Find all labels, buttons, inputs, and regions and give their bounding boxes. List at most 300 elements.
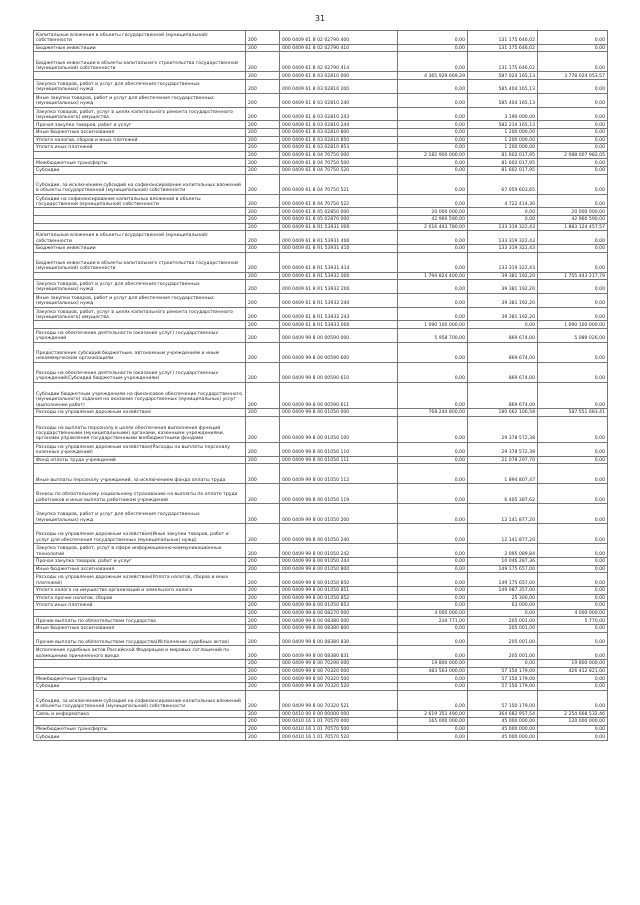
executed-amount-cell: 0,00	[468, 321, 538, 329]
row-code-cell: 200	[246, 710, 280, 718]
table-row	[34, 293, 608, 307]
table-row	[34, 362, 608, 382]
executed-amount-cell: 131 175 646,02	[468, 44, 538, 52]
unexecuted-amount-cell: 0,00	[538, 121, 608, 129]
table-row	[34, 174, 608, 194]
row-code-cell: 200	[246, 632, 280, 646]
row-name-cell: Прочие выплаты по обязательствам государства	[34, 617, 246, 625]
approved-amount-cell: 0,00	[398, 725, 468, 733]
unexecuted-amount-cell: 0,00	[538, 244, 608, 252]
table-row	[34, 79, 608, 93]
budget-classification-code-cell: 000 0409 99 8 00 70320 000	[280, 667, 398, 675]
executed-amount-cell: 6 405 387,62	[468, 484, 538, 504]
unexecuted-amount-cell: 0,00	[538, 504, 608, 524]
row-code-cell: 200	[246, 79, 280, 93]
executed-amount-cell: 4 722 414,30	[468, 194, 538, 208]
row-code-cell: 200	[246, 223, 280, 231]
unexecuted-amount-cell: 0,00	[538, 456, 608, 464]
row-name-cell: Уплата налога на имущество организаций и земельного налога	[34, 587, 246, 595]
budget-classification-code-cell: 000 0409 99 8 00 01050 110	[280, 442, 398, 456]
table-row	[34, 416, 608, 442]
table-row	[34, 215, 608, 223]
unexecuted-amount-cell: 0,00	[538, 464, 608, 484]
row-name-cell: Предоставление субсидий бюджетным, автономным учреждениям и иным некоммерческим организациям	[34, 342, 246, 362]
row-code-cell: 200	[246, 464, 280, 484]
table-row	[34, 690, 608, 710]
approved-amount-cell: 0,00	[398, 79, 468, 93]
budget-classification-code-cell: 000 0409 99 8 00 70320 521	[280, 690, 398, 710]
row-name-cell: Расходы на управление дорожным хозяйством(Иные закупки товаров, работ и услуг для обеспечения государственных (муниципальных) нужд)	[34, 524, 246, 544]
table-row	[34, 609, 608, 617]
executed-amount-cell: 585 404 165,13	[468, 79, 538, 93]
budget-classification-code-cell: 000 0409 99 8 00 01050 242	[280, 544, 398, 558]
budget-classification-code-cell: 000 0409 61 8 03 02810 244	[280, 121, 398, 129]
row-name-cell: Субсидии бюджетным учреждениям на финансовое обеспечение государственного (муниципального) задания на оказание государственных (муниципальных) услуг (выполнение работ)	[34, 382, 246, 408]
table-row	[34, 329, 608, 343]
table-row	[34, 682, 608, 690]
row-name-cell: Иные закупки товаров, работ и услуг для обеспечения государственных (муниципальных) нужд	[34, 93, 246, 107]
table-row	[34, 660, 608, 668]
table-row	[34, 484, 608, 504]
row-name-cell: Уплата иных платежей	[34, 144, 246, 152]
budget-classification-code-cell: 000 0409 61 8 03 02810 200	[280, 79, 398, 93]
budget-classification-code-cell: 000 0409 61 8 03 02810 000	[280, 72, 398, 80]
budget-classification-code-cell: 000 0409 61 8 R1 53932 243	[280, 307, 398, 321]
table-row	[34, 31, 608, 45]
row-code-cell: 200	[246, 362, 280, 382]
unexecuted-amount-cell: 0,00	[538, 128, 608, 136]
table-row	[34, 632, 608, 646]
unexecuted-amount-cell: 1 755 443 217,79	[538, 272, 608, 280]
approved-amount-cell: 0,00	[398, 675, 468, 683]
executed-amount-cell: 131 175 646,02	[468, 31, 538, 45]
executed-amount-cell: 585 404 165,13	[468, 93, 538, 107]
executed-amount-cell: 45 000 000,00	[468, 733, 538, 741]
row-name-cell: Бюджетные инвестиции в объекты капитального строительства государственной (муниципальной) собственности	[34, 252, 246, 272]
row-code-cell: 200	[246, 252, 280, 272]
budget-classification-code-cell: 000 0409 61 8 02 02790 414	[280, 52, 398, 72]
row-name-cell: Бюджетные инвестиции	[34, 244, 246, 252]
executed-amount-cell: 45 000 000,00	[468, 725, 538, 733]
approved-amount-cell: 165 000 000,00	[398, 718, 468, 726]
executed-amount-cell: 29 378 572,38	[468, 416, 538, 442]
row-code-cell: 200	[246, 725, 280, 733]
budget-classification-code-cell: 000 0409 99 8 00 70320 520	[280, 682, 398, 690]
approved-amount-cell: 1 794 824 400,00	[398, 272, 468, 280]
unexecuted-amount-cell: 0,00	[538, 31, 608, 45]
unexecuted-amount-cell: 0,00	[538, 194, 608, 208]
row-code-cell: 200	[246, 733, 280, 741]
unexecuted-amount-cell: 2 088 007 982,05	[538, 151, 608, 159]
executed-amount-cell: 205 001,00	[468, 632, 538, 646]
budget-classification-code-cell: 000 0409 61 8 04 70750 522	[280, 194, 398, 208]
table-row	[34, 558, 608, 566]
table-row	[34, 573, 608, 587]
row-name-cell: Закупка товаров, работ, услуг в целях капитального ремонта государственного (муниципального) имущества	[34, 307, 246, 321]
approved-amount-cell: 0,00	[398, 128, 468, 136]
budget-classification-code-cell: 000 0409 61 8 02 02790 400	[280, 31, 398, 45]
unexecuted-amount-cell: 19 800 000,00	[538, 660, 608, 668]
row-name-cell: Фонд оплаты труда учреждений	[34, 456, 246, 464]
budget-classification-code-cell: 000 0409 99 8 00 01050 000	[280, 409, 398, 417]
row-code-cell: 200	[246, 93, 280, 107]
budget-classification-code-cell: 000 0409 61 8 04 70750 000	[280, 151, 398, 159]
unexecuted-amount-cell: 0,00	[538, 293, 608, 307]
approved-amount-cell: 0,00	[398, 524, 468, 544]
approved-amount-cell: 0,00	[398, 594, 468, 602]
table-row	[34, 442, 608, 456]
approved-amount-cell: 0,00	[398, 442, 468, 456]
executed-amount-cell: 133 319 322,43	[468, 252, 538, 272]
row-code-cell: 200	[246, 128, 280, 136]
executed-amount-cell: 39 381 192,20	[468, 293, 538, 307]
row-code-cell: 200	[246, 690, 280, 710]
budget-classification-code-cell: 000 0409 99 8 00 00590 610	[280, 362, 398, 382]
unexecuted-amount-cell: 0,00	[538, 682, 608, 690]
approved-amount-cell: 0,00	[398, 159, 468, 167]
executed-amount-cell: 1 200 000,00	[468, 144, 538, 152]
row-name-cell: Субсидии	[34, 682, 246, 690]
row-name-cell: Расходы на управление дорожным хозяйством	[34, 409, 246, 417]
budget-classification-code-cell: 000 0410 16 1 01 70570 500	[280, 725, 398, 733]
table-row	[34, 93, 608, 107]
budget-classification-code-cell: 000 0409 99 8 00 08380 831	[280, 646, 398, 660]
row-name-cell: Прочая закупка товаров, работ и услуг	[34, 558, 246, 566]
unexecuted-amount-cell: 0,00	[538, 362, 608, 382]
approved-amount-cell: 1 090 100 000,00	[398, 321, 468, 329]
approved-amount-cell: 0,00	[398, 464, 468, 484]
executed-amount-cell: 364 682 957,54	[468, 710, 538, 718]
row-name-cell: Межбюджетные трансферты	[34, 675, 246, 683]
executed-amount-cell: 81 602 017,95	[468, 166, 538, 174]
row-name-cell: Расходы на обеспечение деятельности (оказание услуг) государственных учреждений	[34, 329, 246, 343]
table-row	[34, 52, 608, 72]
row-name-cell: Расходы на выплаты персоналу в целях обеспечения выполнения функций государственными (муниципальными) органами, казенными учреждениями, органами управления государственными внебюджетными фондами	[34, 416, 246, 442]
approved-amount-cell: 4 000 000,00	[398, 609, 468, 617]
approved-amount-cell: 0,00	[398, 93, 468, 107]
row-code-cell: 200	[246, 646, 280, 660]
unexecuted-amount-cell: 0,00	[538, 544, 608, 558]
budget-classification-code-cell: 000 0409 61 8 05 02870 000	[280, 215, 398, 223]
executed-amount-cell: 1 200 000,00	[468, 128, 538, 136]
approved-amount-cell: 0,00	[398, 293, 468, 307]
unexecuted-amount-cell: 0,00	[538, 594, 608, 602]
unexecuted-amount-cell: 42 960 590,00	[538, 215, 608, 223]
budget-classification-code-cell: 000 0409 61 8 03 02810 240	[280, 93, 398, 107]
table-row	[34, 646, 608, 660]
unexecuted-amount-cell: 0,00	[538, 587, 608, 595]
row-code-cell: 200	[246, 573, 280, 587]
row-code-cell: 200	[246, 484, 280, 504]
approved-amount-cell: 0,00	[398, 280, 468, 294]
unexecuted-amount-cell: 0,00	[538, 307, 608, 321]
approved-amount-cell: 0,00	[398, 565, 468, 573]
row-code-cell: 200	[246, 136, 280, 144]
row-code-cell: 200	[246, 342, 280, 362]
unexecuted-amount-cell: 0,00	[538, 342, 608, 362]
table-row	[34, 244, 608, 252]
table-row	[34, 544, 608, 558]
executed-amount-cell: 81 602 017,95	[468, 151, 538, 159]
unexecuted-amount-cell: 0,00	[538, 624, 608, 632]
table-row	[34, 44, 608, 52]
row-name-cell: Закупка товаров, работ, услуг в сфере информационно-коммуникационных технологий	[34, 544, 246, 558]
table-row	[34, 382, 608, 408]
approved-amount-cell: 2 016 443 780,00	[398, 223, 468, 231]
budget-execution-table	[33, 30, 608, 741]
executed-amount-cell: 149 175 657,00	[468, 573, 538, 587]
row-code-cell: 200	[246, 594, 280, 602]
table-row	[34, 504, 608, 524]
row-code-cell: 200	[246, 208, 280, 216]
unexecuted-amount-cell: 0,00	[538, 416, 608, 442]
table-row	[34, 194, 608, 208]
table-row	[34, 587, 608, 595]
table-row	[34, 342, 608, 362]
unexecuted-amount-cell: 0,00	[538, 524, 608, 544]
approved-amount-cell: 0,00	[398, 44, 468, 52]
executed-amount-cell: 1 200 000,00	[468, 136, 538, 144]
approved-amount-cell: 19 800 000,00	[398, 660, 468, 668]
budget-classification-code-cell: 000 0409 61 8 R1 53933 000	[280, 321, 398, 329]
unexecuted-amount-cell: 4 000 000,00	[538, 609, 608, 617]
budget-classification-code-cell: 000 0409 99 8 00 00590 611	[280, 382, 398, 408]
row-code-cell: 200	[246, 718, 280, 726]
row-code-cell: 200	[246, 524, 280, 544]
approved-amount-cell: 0,00	[398, 587, 468, 595]
row-code-cell: 200	[246, 272, 280, 280]
row-name-cell	[34, 660, 246, 668]
row-code-cell: 200	[246, 675, 280, 683]
executed-amount-cell: 57 150 179,00	[468, 667, 538, 675]
row-name-cell: Закупка товаров, работ и услуг для обеспечения государственных (муниципальных) нужд	[34, 280, 246, 294]
executed-amount-cell: 25 300,00	[468, 594, 538, 602]
table-row	[34, 144, 608, 152]
table-row	[34, 594, 608, 602]
unexecuted-amount-cell: 0,00	[538, 166, 608, 174]
unexecuted-amount-cell: 0,00	[538, 484, 608, 504]
table-row	[34, 624, 608, 632]
unexecuted-amount-cell: 0,00	[538, 632, 608, 646]
budget-classification-code-cell: 000 0409 61 8 03 02810 853	[280, 144, 398, 152]
budget-classification-code-cell: 000 0409 99 8 00 70290 000	[280, 660, 398, 668]
table-row	[34, 72, 608, 80]
approved-amount-cell: 0,00	[398, 144, 468, 152]
row-name-cell: Взносы по обязательному социальному страхованию на выплаты по оплате труда работников и иные выплаты работникам учреждений	[34, 484, 246, 504]
budget-classification-code-cell: 000 0410 16 1 01 70570 000	[280, 718, 398, 726]
unexecuted-amount-cell: 120 000 000,00	[538, 718, 608, 726]
approved-amount-cell: 210 771,00	[398, 617, 468, 625]
unexecuted-amount-cell: 0,00	[538, 382, 608, 408]
unexecuted-amount-cell: 0,00	[538, 573, 608, 587]
table-row	[34, 718, 608, 726]
row-name-cell	[34, 272, 246, 280]
budget-classification-code-cell: 000 0409 61 8 03 02810 243	[280, 107, 398, 121]
approved-amount-cell: 0,00	[398, 231, 468, 245]
executed-amount-cell: 45 000 000,00	[468, 718, 538, 726]
budget-classification-code-cell: 000 0409 61 8 03 02810 850	[280, 136, 398, 144]
budget-classification-code-cell: 000 0409 99 8 00 01050 852	[280, 594, 398, 602]
row-code-cell: 200	[246, 280, 280, 294]
approved-amount-cell: 0,00	[398, 52, 468, 72]
approved-amount-cell: 0,00	[398, 174, 468, 194]
executed-amount-cell: 869 674,00	[468, 362, 538, 382]
approved-amount-cell: 0,00	[398, 484, 468, 504]
approved-amount-cell: 0,00	[398, 456, 468, 464]
row-code-cell: 200	[246, 72, 280, 80]
executed-amount-cell: 582 214 165,13	[468, 121, 538, 129]
row-code-cell: 200	[246, 504, 280, 524]
approved-amount-cell: 0,00	[398, 121, 468, 129]
table-row	[34, 231, 608, 245]
approved-amount-cell: 768 244 800,00	[398, 409, 468, 417]
row-code-cell: 200	[246, 231, 280, 245]
row-name-cell: Межбюджетные трансферты	[34, 159, 246, 167]
row-name-cell: Исполнение судебных актов Российской Федерации и мировых соглашений по возмещению причиненного вреда	[34, 646, 246, 660]
table-row	[34, 725, 608, 733]
unexecuted-amount-cell: 0,00	[538, 79, 608, 93]
approved-amount-cell: 20 000 000,00	[398, 208, 468, 216]
row-name-cell: Закупка товаров, работ и услуг для обеспечения государственных (муниципальных) нужд	[34, 79, 246, 93]
budget-classification-code-cell: 000 0409 99 8 00 08380 830	[280, 632, 398, 646]
table-row	[34, 151, 608, 159]
approved-amount-cell: 0,00	[398, 646, 468, 660]
row-name-cell: Иные закупки товаров, работ и услуг для обеспечения государственных (муниципальных) нужд	[34, 293, 246, 307]
executed-amount-cell: 205 001,00	[468, 617, 538, 625]
row-code-cell: 200	[246, 667, 280, 675]
executed-amount-cell: 39 381 192,20	[468, 307, 538, 321]
approved-amount-cell: 0,00	[398, 31, 468, 45]
unexecuted-amount-cell: 587 551 683,41	[538, 409, 608, 417]
executed-amount-cell: 869 674,00	[468, 342, 538, 362]
unexecuted-amount-cell: 0,00	[538, 44, 608, 52]
row-name-cell	[34, 208, 246, 216]
unexecuted-amount-cell: 0,00	[538, 690, 608, 710]
executed-amount-cell: 869 674,00	[468, 329, 538, 343]
table-row	[34, 524, 608, 544]
unexecuted-amount-cell: 0,00	[538, 144, 608, 152]
table-row	[34, 159, 608, 167]
budget-classification-code-cell: 000 0409 61 8 03 02810 800	[280, 128, 398, 136]
unexecuted-amount-cell: 0,00	[538, 558, 608, 566]
row-code-cell: 200	[246, 166, 280, 174]
row-code-cell: 200	[246, 442, 280, 456]
budget-classification-code-cell: 000 0409 61 8 05 02850 000	[280, 208, 398, 216]
row-code-cell: 200	[246, 587, 280, 595]
row-code-cell: 200	[246, 624, 280, 632]
page-number: 31	[314, 14, 326, 23]
approved-amount-cell: 0,00	[398, 624, 468, 632]
executed-amount-cell: 0,00	[468, 660, 538, 668]
budget-classification-code-cell: 000 0409 61 8 02 02790 410	[280, 44, 398, 52]
table-row	[34, 280, 608, 294]
row-name-cell: Закупка товаров, работ и услуг для обеспечения государственных (муниципальных) нужд	[34, 504, 246, 524]
row-code-cell: 200	[246, 609, 280, 617]
unexecuted-amount-cell: 0,00	[538, 231, 608, 245]
budget-classification-code-cell: 000 0409 99 8 00 01050 244	[280, 558, 398, 566]
unexecuted-amount-cell: 5 089 026,00	[538, 329, 608, 343]
row-code-cell: 200	[246, 660, 280, 668]
unexecuted-amount-cell: 0,00	[538, 252, 608, 272]
approved-amount-cell: 0,00	[398, 558, 468, 566]
executed-amount-cell: 67 059 603,65	[468, 174, 538, 194]
approved-amount-cell: 0,00	[398, 107, 468, 121]
approved-amount-cell: 483 563 000,00	[398, 667, 468, 675]
budget-classification-code-cell: 000 0409 61 8 04 70750 520	[280, 166, 398, 174]
executed-amount-cell: 63 000,00	[468, 602, 538, 610]
row-name-cell	[34, 72, 246, 80]
row-name-cell	[34, 223, 246, 231]
row-code-cell: 200	[246, 215, 280, 223]
row-name-cell: Расходы на управление дорожным хозяйством(Расходы на выплаты персоналу казенных учреждений)	[34, 442, 246, 456]
approved-amount-cell: 0,00	[398, 244, 468, 252]
row-name-cell: Бюджетные инвестиции в объекты капитального строительства государственной (муниципальной) собственности	[34, 52, 246, 72]
row-code-cell: 200	[246, 456, 280, 464]
table-row	[34, 166, 608, 174]
row-code-cell: 200	[246, 52, 280, 72]
table-row	[34, 321, 608, 329]
approved-amount-cell: 0,00	[398, 690, 468, 710]
executed-amount-cell: 0,00	[468, 609, 538, 617]
executed-amount-cell: 587 024 165,13	[468, 72, 538, 80]
table-row	[34, 565, 608, 573]
executed-amount-cell: 1 894 807,47	[468, 464, 538, 484]
unexecuted-amount-cell: 0,00	[538, 733, 608, 741]
row-name-cell: Расходы на обеспечение деятельности (оказание услуг) государственных учреждений(Субсидии бюджетным учреждениям)	[34, 362, 246, 382]
budget-classification-code-cell: 000 0409 99 8 00 01050 853	[280, 602, 398, 610]
budget-classification-code-cell: 000 0409 99 8 00 01050 111	[280, 456, 398, 464]
row-code-cell: 200	[246, 558, 280, 566]
row-name-cell: Бюджетные инвестиции	[34, 44, 246, 52]
budget-classification-code-cell: 000 0409 99 8 00 01050 200	[280, 504, 398, 524]
row-code-cell: 200	[246, 31, 280, 45]
table-row	[34, 252, 608, 272]
approved-amount-cell: 0,00	[398, 733, 468, 741]
executed-amount-cell: 869 674,00	[468, 382, 538, 408]
executed-amount-cell: 133 319 322,43	[468, 223, 538, 231]
executed-amount-cell: 12 141 877,20	[468, 524, 538, 544]
approved-amount-cell: 0,00	[398, 573, 468, 587]
unexecuted-amount-cell: 0,00	[538, 93, 608, 107]
approved-amount-cell: 2 182 900 000,00	[398, 151, 468, 159]
budget-classification-code-cell: 000 0409 99 8 00 01050 240	[280, 524, 398, 544]
row-code-cell: 200	[246, 107, 280, 121]
executed-amount-cell: 39 381 192,20	[468, 272, 538, 280]
approved-amount-cell: 0,00	[398, 342, 468, 362]
executed-amount-cell: 133 319 322,43	[468, 231, 538, 245]
approved-amount-cell: 0,00	[398, 544, 468, 558]
approved-amount-cell: 0,00	[398, 382, 468, 408]
budget-classification-code-cell: 000 0409 99 8 00 08380 000	[280, 617, 398, 625]
row-name-cell	[34, 151, 246, 159]
executed-amount-cell: 149 087 357,00	[468, 587, 538, 595]
row-code-cell: 200	[246, 194, 280, 208]
row-name-cell: Расходы на управление дорожным хозяйством(Уплата налогов, сборов и иных платежей)	[34, 573, 246, 587]
table-row	[34, 223, 608, 231]
budget-classification-code-cell: 000 0409 99 8 00 01050 851	[280, 587, 398, 595]
row-code-cell: 200	[246, 307, 280, 321]
executed-amount-cell: 12 141 877,20	[468, 504, 538, 524]
budget-classification-code-cell: 000 0409 61 8 R1 53931 414	[280, 252, 398, 272]
row-name-cell: Капитальные вложения в объекты государственной (муниципальной) собственности	[34, 31, 246, 45]
unexecuted-amount-cell: 0,00	[538, 442, 608, 456]
row-name-cell: Межбюджетные трансферты	[34, 725, 246, 733]
unexecuted-amount-cell: 0,00	[538, 280, 608, 294]
budget-classification-code-cell: 000 0409 99 8 00 08270 000	[280, 609, 398, 617]
budget-classification-code-cell: 000 0409 99 8 00 00590 000	[280, 329, 398, 343]
table-row	[34, 208, 608, 216]
row-name-cell: Уплата иных платежей	[34, 602, 246, 610]
